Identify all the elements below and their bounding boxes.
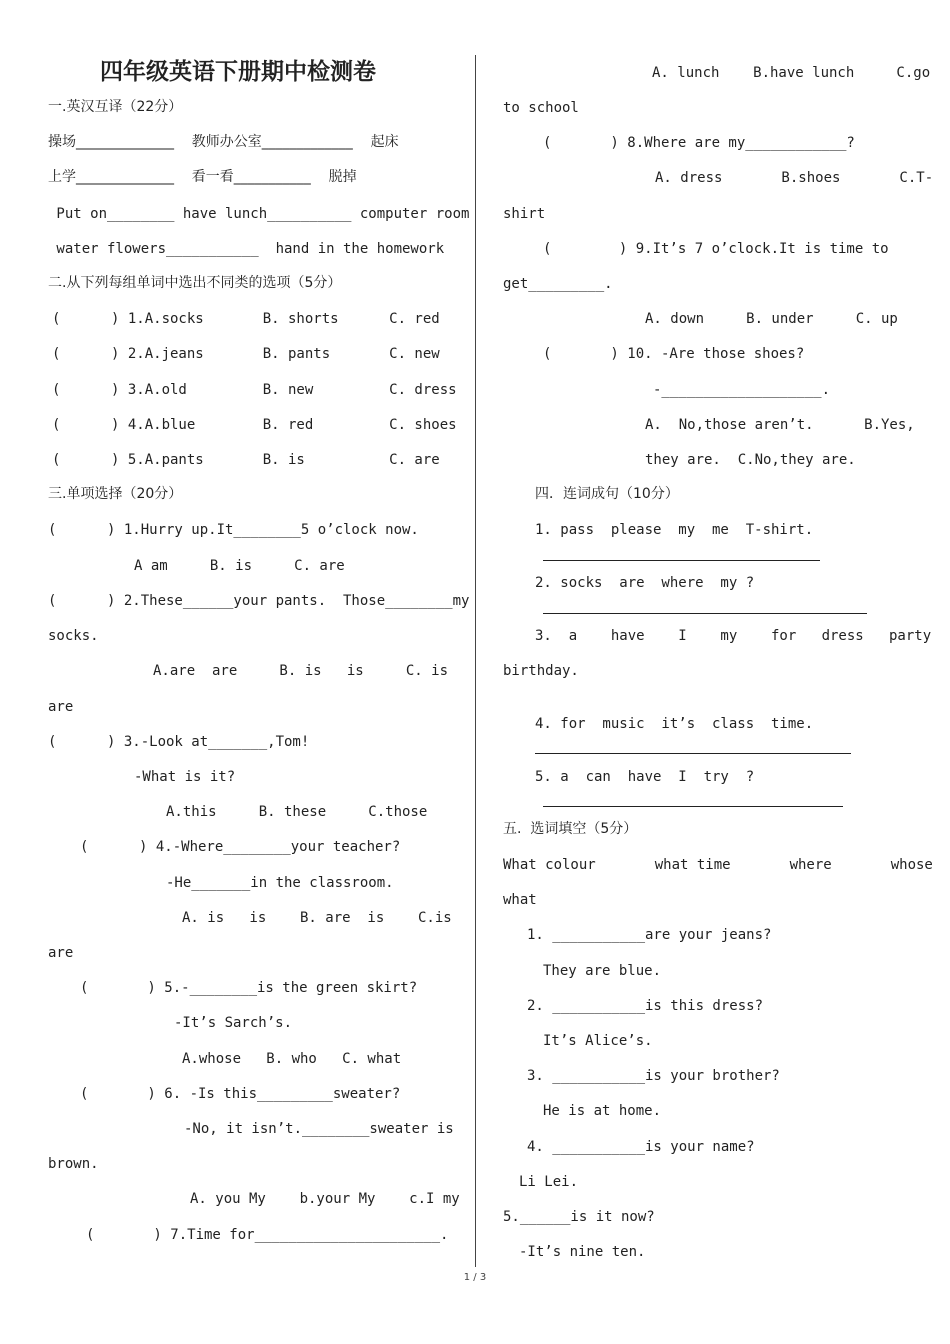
question-line: 4. for music it’s class time. [535,716,814,732]
question-line: ( ) 9.It’s 7 o’clock.It is time to [543,241,889,257]
section-heading: 五. 选词填空（5分） [503,821,638,837]
option-line: A.are are B. is is C. is [153,663,449,679]
option-line: they are. C.No,they are. [645,452,856,468]
text-line: -It’s Sarch’s. [174,1015,293,1031]
text-line: -He_______in the classroom. [166,875,394,891]
text-line: -___________________. [653,382,831,398]
question-line: 5.______is it now? [503,1209,655,1225]
text-line: He is at home. [543,1103,662,1119]
option-line: A.whose B. who C. what [182,1051,402,1067]
option-line: A. dress B.shoes C.T- [655,170,934,186]
text-line: get_________. [503,276,613,292]
option-line: A. down B. under C. up [645,311,898,327]
option-line: A. you My b.your My c.I my [190,1191,460,1207]
text-line: 上学______________ 看一看___________ 脱掉 [48,169,357,185]
text-line: It’s Alice’s. [543,1033,653,1049]
text-line: birthday. [503,663,579,679]
question-line: ( ) 2.A.jeans B. pants C. new [52,346,440,362]
text-line: are [48,945,74,961]
answer-line[interactable] [543,806,843,807]
question-line: ( ) 4.-Where________your teacher? [80,839,401,855]
text-line: Li Lei. [519,1174,579,1190]
option-line: A. lunch B.have lunch C.go [652,65,931,81]
question-line: ( ) 7.Time for______________________. [86,1227,449,1243]
answer-line[interactable] [543,613,867,614]
word-bank: What colour what time where whose [503,857,933,873]
option-line: A.this B. these C.those [166,804,428,820]
question-line: ( ) 5.-________is the green skirt? [80,980,418,996]
question-line: 3. ___________is your brother? [527,1068,780,1084]
text-line: -It’s nine ten. [519,1244,646,1260]
page-number: 1 / 3 [463,1272,487,1283]
question-line: 2. socks are where my ? [535,575,755,591]
answer-line[interactable] [535,753,851,754]
option-line: A. No,those aren’t. B.Yes, [645,417,915,433]
question-line: ( ) 3.-Look at_______,Tom! [48,734,310,750]
word-bank: what [503,892,537,908]
question-line: 4. ___________is your name? [527,1139,755,1155]
question-line: 1. pass please my me T-shirt. [535,522,814,538]
option-line: A. is is B. are is C.is [182,910,452,926]
column-divider [475,55,476,1267]
question-line: 1. ___________are your jeans? [527,927,772,943]
text-line: shirt [503,206,546,222]
question-line: ( ) 2.These______your pants. Those________my [48,593,470,609]
question-line: ( ) 4.A.blue B. red C. shoes [52,417,457,433]
text-line: are [48,699,74,715]
text-line: -What is it? [134,769,236,785]
question-line: 3. a have I my for dress party [535,628,932,644]
question-line: ( ) 5.A.pants B. is C. are [52,452,440,468]
text-line: socks. [48,628,99,644]
option-line: A am B. is C. are [134,558,345,574]
question-line: 5. a can have I try ? [535,769,755,785]
question-line: ( ) 10. -Are those shoes? [543,346,805,362]
question-line: ( ) 1.A.socks B. shorts C. red [52,311,440,327]
section-heading: 三.单项选择（20分） [48,486,183,502]
question-line: 2. ___________is this dress? [527,998,764,1014]
text-line: brown. [48,1156,99,1172]
section-heading: 四．连词成句（10分） [535,486,679,502]
text-line: 操场______________ 教师办公室_____________ 起床 [48,134,399,150]
question-line: ( ) 3.A.old B. new C. dress [52,382,457,398]
question-line: ( ) 8.Where are my____________? [543,135,855,151]
text-line: They are blue. [543,963,662,979]
question-line: ( ) 6. -Is this_________sweater? [80,1086,401,1102]
answer-line[interactable] [543,560,820,561]
page-title: 四年级英语下册期中检测卷 [100,59,376,85]
question-line: ( ) 1.Hurry up.It________5 o’clock now. [48,522,419,538]
section-heading: 一.英汉互译（22分） [48,99,183,115]
section-heading: 二.从下列每组单词中选出不同类的选项（5分） [48,275,342,291]
text-line: Put on________ have lunch__________ computer room [48,206,470,222]
text-line: -No, it isn’t.________sweater is [184,1121,454,1137]
text-line: to school [503,100,579,116]
text-line: water flowers___________ hand in the homework [48,241,445,257]
